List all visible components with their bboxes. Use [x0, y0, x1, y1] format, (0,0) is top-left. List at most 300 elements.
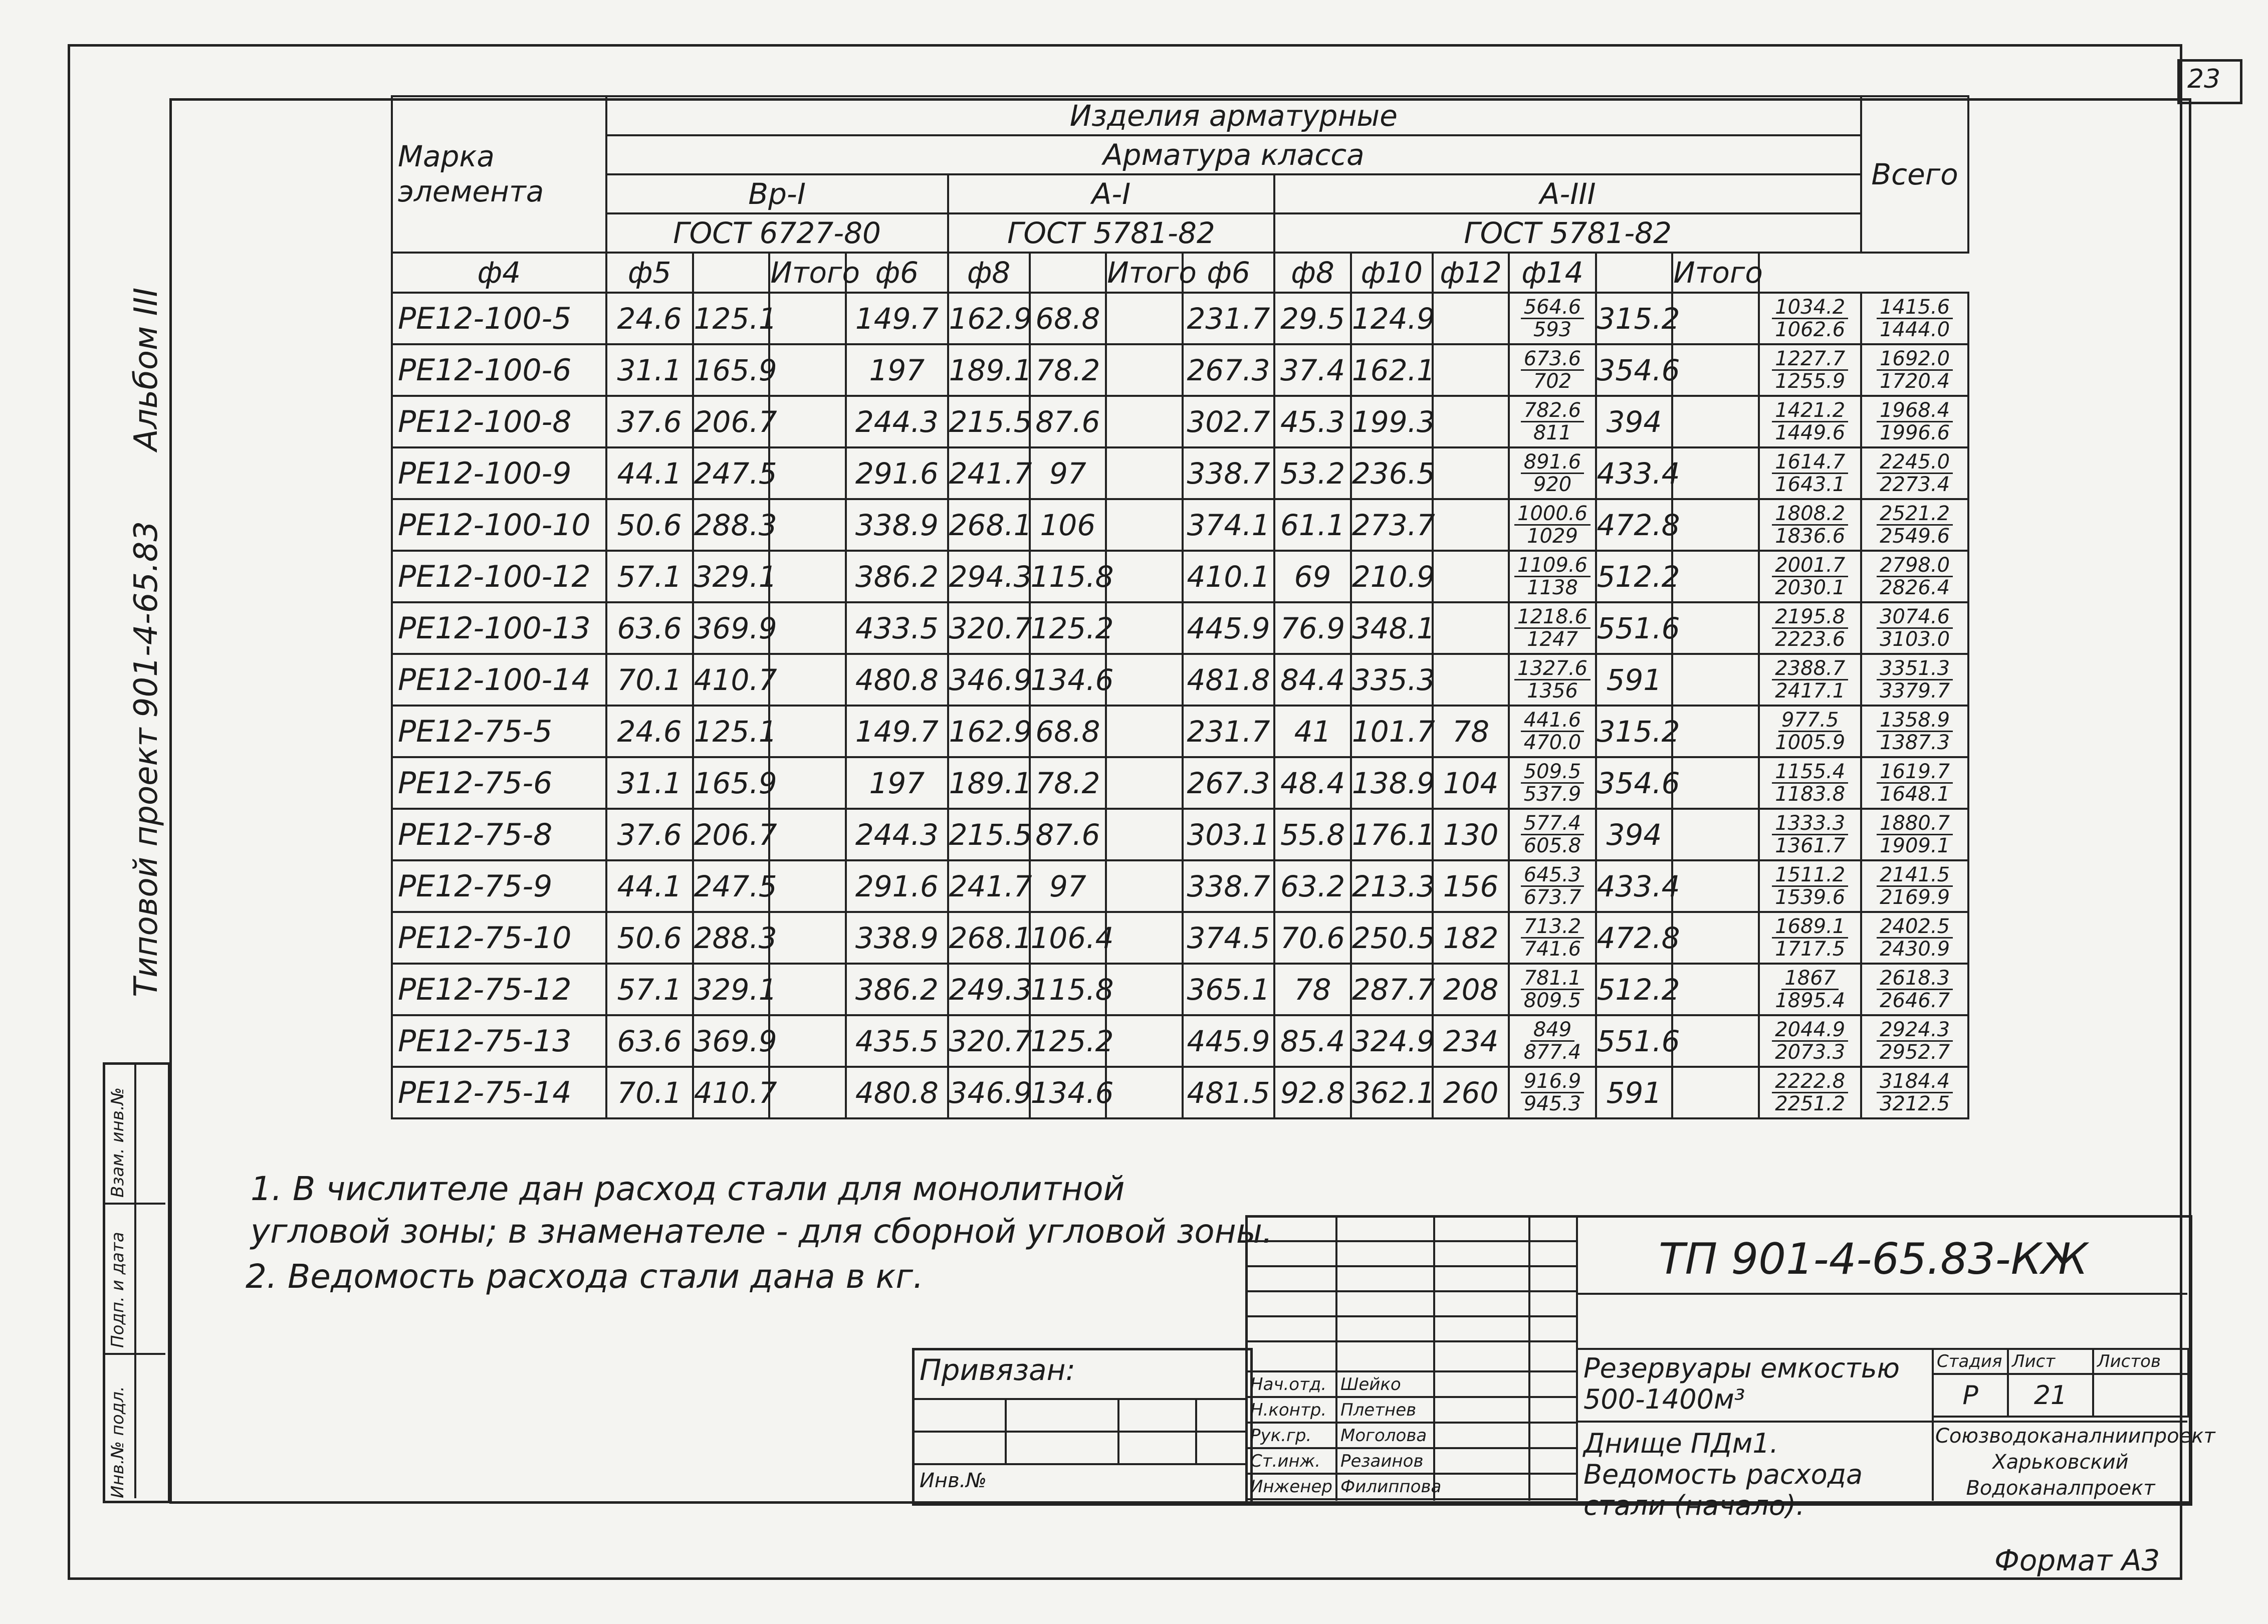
row-mark: PE12-100-6 — [392, 344, 606, 396]
fraction-cell — [1509, 654, 1596, 706]
col-header: ф8 — [1274, 253, 1351, 293]
value-cell: 104 — [1433, 757, 1509, 809]
denominator: 809.5 — [1523, 989, 1581, 1012]
signature — [1434, 1423, 1529, 1448]
numerator: 1109.6 — [1514, 555, 1591, 577]
row-mark: PE12-75-12 — [392, 964, 606, 1015]
fraction-cell — [1759, 499, 1861, 551]
value-cell — [1672, 1015, 1759, 1067]
value-cell — [769, 706, 846, 757]
value-cell: 149.7 — [846, 293, 948, 344]
numerator: 564.6 — [1521, 297, 1584, 319]
table-row — [392, 602, 1968, 654]
numerator: 1227.7 — [1772, 348, 1848, 371]
value-cell: 291.6 — [846, 860, 948, 912]
value-cell: 85.4 — [1274, 1015, 1351, 1067]
value-cell — [1106, 860, 1183, 912]
numerator: 1968.4 — [1877, 400, 1953, 422]
denominator: 2030.1 — [1775, 576, 1846, 599]
fraction-cell — [1861, 860, 1968, 912]
group-gost-1: ГОСТ 5781-82 — [948, 213, 1275, 253]
value-cell: 37.6 — [606, 396, 693, 447]
fraction-cell — [1759, 344, 1861, 396]
denominator: 2417.1 — [1775, 679, 1846, 703]
value-cell: 338.9 — [846, 499, 948, 551]
numerator: 1034.2 — [1772, 297, 1848, 319]
denominator: 1444.0 — [1880, 318, 1950, 341]
numerator: 1619.7 — [1877, 761, 1953, 784]
value-cell: 288.3 — [693, 912, 770, 964]
value-cell: 24.6 — [606, 293, 693, 344]
bound-label: Привязан: — [920, 1353, 1076, 1387]
value-cell: 247.5 — [693, 860, 770, 912]
note-1: 1. В числителе дан расход стали для монолитной — [251, 1170, 1125, 1208]
group-gost-0: ГОСТ 6727-80 — [606, 213, 948, 253]
value-cell: 101.7 — [1351, 706, 1433, 757]
row-mark: PE12-100-13 — [392, 602, 606, 654]
value-cell: 512.2 — [1596, 964, 1673, 1015]
group-gost-2: ГОСТ 5781-82 — [1274, 213, 1861, 253]
value-cell — [1672, 860, 1759, 912]
value-cell: 24.6 — [606, 706, 693, 757]
value-cell — [1672, 809, 1759, 860]
sheets-total-value — [2093, 1374, 2188, 1417]
signature — [1434, 1474, 1529, 1499]
numerator: 713.2 — [1521, 916, 1584, 939]
col-header: ф12 — [1433, 253, 1509, 293]
row-mark: PE12-75-6 — [392, 757, 606, 809]
value-cell: 63.6 — [606, 602, 693, 654]
group-name-2: А-III — [1274, 174, 1861, 213]
table-row — [392, 964, 1968, 1015]
fraction-cell — [1759, 1067, 1861, 1118]
fraction-cell — [1509, 447, 1596, 499]
row-mark: PE12-75-9 — [392, 860, 606, 912]
denominator: 2169.9 — [1880, 886, 1950, 909]
row-mark: PE12-75-10 — [392, 912, 606, 964]
numerator: 1000.6 — [1514, 503, 1591, 526]
value-cell: 215.5 — [948, 396, 1030, 447]
value-cell: 335.3 — [1351, 654, 1433, 706]
denominator: 673.7 — [1523, 886, 1581, 909]
numerator: 2618.3 — [1877, 968, 1953, 990]
value-cell — [1106, 757, 1183, 809]
value-cell: 78 — [1433, 706, 1509, 757]
value-cell — [769, 396, 846, 447]
date — [1529, 1448, 1577, 1474]
value-cell — [1672, 912, 1759, 964]
value-cell — [769, 602, 846, 654]
value-cell — [1433, 447, 1509, 499]
value-cell — [1106, 964, 1183, 1015]
value-cell: 115.8 — [1030, 551, 1106, 602]
fraction-cell — [1759, 396, 1861, 447]
value-cell: 206.7 — [693, 396, 770, 447]
value-cell: 70.6 — [1274, 912, 1351, 964]
signature-row — [1246, 1397, 1577, 1423]
value-cell: 410.1 — [1183, 551, 1274, 602]
value-cell: 189.1 — [948, 757, 1030, 809]
numerator: 977.5 — [1778, 710, 1842, 732]
value-cell: 354.6 — [1596, 344, 1673, 396]
numerator: 1415.6 — [1877, 297, 1953, 319]
denominator: 741.6 — [1523, 938, 1581, 961]
value-cell: 61.1 — [1274, 499, 1351, 551]
group-name-1: А-I — [948, 174, 1275, 213]
value-cell: 138.9 — [1351, 757, 1433, 809]
numerator: 1614.7 — [1772, 451, 1848, 474]
numerator: 509.5 — [1521, 761, 1584, 784]
value-cell — [1672, 964, 1759, 1015]
col-header: Итого — [769, 253, 846, 293]
date — [1529, 1423, 1577, 1448]
value-cell: 249.3 — [948, 964, 1030, 1015]
value-cell: 206.7 — [693, 809, 770, 860]
numerator: 1218.6 — [1514, 606, 1591, 629]
denominator: 1361.7 — [1775, 834, 1846, 857]
table-row — [392, 809, 1968, 860]
value-cell: 260 — [1433, 1067, 1509, 1118]
denominator: 1449.6 — [1775, 421, 1846, 444]
fraction-cell — [1861, 499, 1968, 551]
numerator: 2141.5 — [1877, 864, 1953, 887]
value-cell: 480.8 — [846, 1067, 948, 1118]
value-cell: 386.2 — [846, 964, 948, 1015]
fraction-cell — [1759, 706, 1861, 757]
value-cell: 410.7 — [693, 654, 770, 706]
col-header — [1030, 253, 1106, 293]
value-cell: 125.1 — [693, 706, 770, 757]
col-header: ф6 — [846, 253, 948, 293]
fraction-cell — [1759, 860, 1861, 912]
value-cell: 162.1 — [1351, 344, 1433, 396]
numerator: 782.6 — [1521, 400, 1584, 422]
numerator: 1808.2 — [1772, 503, 1848, 526]
fraction-cell — [1509, 396, 1596, 447]
row-mark: PE12-75-8 — [392, 809, 606, 860]
fraction-cell — [1509, 602, 1596, 654]
numerator: 2245.0 — [1877, 451, 1953, 474]
value-cell — [769, 499, 846, 551]
value-cell: 445.9 — [1183, 602, 1274, 654]
album-label: Альбом III — [128, 287, 165, 451]
value-cell: 106 — [1030, 499, 1106, 551]
row-mark: PE12-100-10 — [392, 499, 606, 551]
numerator: 2044.9 — [1772, 1019, 1848, 1042]
denominator: 1895.4 — [1775, 989, 1846, 1012]
value-cell — [1433, 602, 1509, 654]
value-cell — [769, 860, 846, 912]
table-row — [392, 344, 1968, 396]
value-cell: 268.1 — [948, 499, 1030, 551]
fraction-cell — [1861, 447, 1968, 499]
value-cell: 84.4 — [1274, 654, 1351, 706]
table-row — [392, 912, 1968, 964]
denominator: 2549.6 — [1880, 525, 1950, 548]
table-row — [392, 551, 1968, 602]
value-cell: 134.6 — [1030, 654, 1106, 706]
fraction-cell — [1509, 809, 1596, 860]
value-cell — [1672, 706, 1759, 757]
row-mark: PE12-100-9 — [392, 447, 606, 499]
denominator: 3103.0 — [1880, 628, 1950, 651]
fraction-cell — [1861, 1015, 1968, 1067]
value-cell: 394 — [1596, 809, 1673, 860]
table-row — [392, 654, 1968, 706]
denominator: 1996.6 — [1880, 421, 1950, 444]
value-cell: 236.5 — [1351, 447, 1433, 499]
fraction-cell — [1759, 293, 1861, 344]
fraction-cell — [1509, 1015, 1596, 1067]
value-cell — [769, 1015, 846, 1067]
value-cell: 362.1 — [1351, 1067, 1433, 1118]
value-cell: 57.1 — [606, 551, 693, 602]
value-cell: 410.7 — [693, 1067, 770, 1118]
fraction-cell — [1861, 344, 1968, 396]
numerator: 1358.9 — [1877, 710, 1953, 732]
row-mark: PE12-100-14 — [392, 654, 606, 706]
numerator: 1155.4 — [1772, 761, 1848, 784]
row-mark: PE12-75-14 — [392, 1067, 606, 1118]
stage-value: Р — [1933, 1374, 2008, 1417]
fraction-cell — [1759, 809, 1861, 860]
value-cell: 267.3 — [1183, 757, 1274, 809]
value-cell: 55.8 — [1274, 809, 1351, 860]
note-2: 2. Ведомость расхода стали дана в кг. — [246, 1257, 924, 1296]
value-cell: 63.6 — [606, 1015, 693, 1067]
value-cell: 125.2 — [1030, 1015, 1106, 1067]
group-name-0: Вр-I — [606, 174, 948, 213]
denominator: 2073.3 — [1775, 1041, 1846, 1064]
denominator: 1062.6 — [1775, 318, 1846, 341]
value-cell — [1433, 499, 1509, 551]
fraction-cell — [1861, 964, 1968, 1015]
value-cell: 70.1 — [606, 1067, 693, 1118]
value-cell: 182 — [1433, 912, 1509, 964]
fraction-cell — [1509, 344, 1596, 396]
value-cell: 115.8 — [1030, 964, 1106, 1015]
value-cell — [769, 293, 846, 344]
value-cell — [1106, 654, 1183, 706]
value-cell: 162.9 — [948, 293, 1030, 344]
value-cell: 354.6 — [1596, 757, 1673, 809]
fraction-cell — [1759, 912, 1861, 964]
value-cell — [1672, 551, 1759, 602]
value-cell: 44.1 — [606, 447, 693, 499]
numerator: 1327.6 — [1514, 658, 1591, 680]
col-header — [1596, 253, 1673, 293]
denominator: 1356 — [1527, 679, 1578, 703]
col-header: ф8 — [948, 253, 1030, 293]
denominator: 2646.7 — [1880, 989, 1950, 1012]
value-cell: 241.7 — [948, 860, 1030, 912]
fraction-cell — [1509, 757, 1596, 809]
fraction-cell — [1759, 447, 1861, 499]
numerator: 1692.0 — [1877, 348, 1953, 371]
table-row — [392, 860, 1968, 912]
sheets-label: Листов — [2093, 1349, 2188, 1374]
fraction-cell — [1509, 912, 1596, 964]
fraction-cell — [1759, 654, 1861, 706]
value-cell — [1106, 447, 1183, 499]
signature-row — [1246, 1423, 1577, 1448]
value-cell: 76.9 — [1274, 602, 1351, 654]
value-cell: 329.1 — [693, 551, 770, 602]
denominator: 1836.6 — [1775, 525, 1846, 548]
denominator: 2430.9 — [1880, 938, 1950, 961]
value-cell: 315.2 — [1596, 293, 1673, 344]
denominator: 1138 — [1527, 576, 1578, 599]
denominator: 593 — [1533, 318, 1572, 341]
value-cell — [1672, 757, 1759, 809]
value-cell: 244.3 — [846, 809, 948, 860]
value-cell: 53.2 — [1274, 447, 1351, 499]
fraction-cell — [1509, 964, 1596, 1015]
value-cell: 124.9 — [1351, 293, 1433, 344]
denominator: 920 — [1533, 473, 1572, 496]
fraction-cell — [1759, 1015, 1861, 1067]
value-cell: 87.6 — [1030, 809, 1106, 860]
value-cell: 288.3 — [693, 499, 770, 551]
denominator: 2826.4 — [1880, 576, 1950, 599]
col-header — [693, 253, 770, 293]
value-cell: 433.5 — [846, 602, 948, 654]
col-header: Итого — [1106, 253, 1183, 293]
value-cell — [769, 757, 846, 809]
value-cell — [1106, 912, 1183, 964]
value-cell — [1433, 551, 1509, 602]
denominator: 1539.6 — [1775, 886, 1846, 909]
value-cell: 97 — [1030, 860, 1106, 912]
numerator: 673.6 — [1521, 348, 1584, 371]
numerator: 441.6 — [1521, 710, 1584, 732]
denominator: 1387.3 — [1880, 731, 1950, 754]
numerator: 916.9 — [1521, 1071, 1584, 1093]
denominator: 1247 — [1527, 628, 1578, 651]
value-cell: 215.5 — [948, 809, 1030, 860]
date — [1529, 1474, 1577, 1499]
denominator: 605.8 — [1523, 834, 1581, 857]
side-stamp-replace: Взам. инв.№ — [108, 1087, 128, 1198]
header-class: Арматура класса — [606, 135, 1862, 174]
col-header: ф14 — [1509, 253, 1596, 293]
value-cell: 41 — [1274, 706, 1351, 757]
fraction-cell — [1759, 757, 1861, 809]
col-header: Итого — [1672, 253, 1759, 293]
value-cell: 149.7 — [846, 706, 948, 757]
numerator: 1333.3 — [1772, 813, 1848, 835]
fraction-cell — [1509, 706, 1596, 757]
steel-spec-table — [391, 95, 1969, 1119]
value-cell: 303.1 — [1183, 809, 1274, 860]
value-cell: 37.4 — [1274, 344, 1351, 396]
numerator: 3351.3 — [1877, 658, 1953, 680]
value-cell — [1433, 344, 1509, 396]
value-cell: 374.5 — [1183, 912, 1274, 964]
fraction-cell — [1861, 396, 1968, 447]
row-mark: PE12-100-5 — [392, 293, 606, 344]
value-cell: 315.2 — [1596, 706, 1673, 757]
value-cell — [1672, 293, 1759, 344]
signature — [1434, 1448, 1529, 1474]
col-header: ф5 — [606, 253, 693, 293]
row-mark: PE12-100-8 — [392, 396, 606, 447]
value-cell: 338.9 — [846, 912, 948, 964]
sheet-label: Лист — [2008, 1349, 2093, 1374]
fraction-cell — [1861, 706, 1968, 757]
value-cell: 512.2 — [1596, 551, 1673, 602]
value-cell: 472.8 — [1596, 912, 1673, 964]
value-cell: 189.1 — [948, 344, 1030, 396]
value-cell — [769, 1067, 846, 1118]
numerator: 2402.5 — [1877, 916, 1953, 939]
col-header: ф6 — [1183, 253, 1274, 293]
value-cell: 435.5 — [846, 1015, 948, 1067]
value-cell: 250.5 — [1351, 912, 1433, 964]
denominator: 877.4 — [1523, 1041, 1581, 1064]
value-cell — [1106, 809, 1183, 860]
value-cell — [769, 447, 846, 499]
value-cell — [1672, 447, 1759, 499]
value-cell: 386.2 — [846, 551, 948, 602]
value-cell — [1672, 499, 1759, 551]
value-cell: 37.6 — [606, 809, 693, 860]
fraction-cell — [1861, 809, 1968, 860]
value-cell — [1672, 1067, 1759, 1118]
value-cell: 165.9 — [693, 344, 770, 396]
fraction-cell — [1759, 964, 1861, 1015]
header-total: Всего — [1861, 96, 1968, 253]
numerator: 891.6 — [1521, 451, 1584, 474]
value-cell: 210.9 — [1351, 551, 1433, 602]
value-cell: 29.5 — [1274, 293, 1351, 344]
value-cell: 231.7 — [1183, 706, 1274, 757]
value-cell: 591 — [1596, 654, 1673, 706]
date — [1529, 1371, 1577, 1397]
value-cell: 268.1 — [948, 912, 1030, 964]
col-header: ф10 — [1351, 253, 1433, 293]
fraction-cell — [1509, 293, 1596, 344]
value-cell: 78.2 — [1030, 344, 1106, 396]
denominator: 1183.8 — [1775, 783, 1846, 806]
fraction-cell — [1861, 654, 1968, 706]
table-row — [392, 1015, 1968, 1067]
numerator: 781.1 — [1521, 968, 1584, 990]
value-cell: 45.3 — [1274, 396, 1351, 447]
col-header: ф4 — [392, 253, 606, 293]
value-cell: 346.9 — [948, 1067, 1030, 1118]
value-cell — [1433, 654, 1509, 706]
value-cell: 68.8 — [1030, 706, 1106, 757]
value-cell — [1672, 344, 1759, 396]
row-mark: PE12-100-12 — [392, 551, 606, 602]
value-cell: 234 — [1433, 1015, 1509, 1067]
person-name: Шейко — [1336, 1371, 1434, 1397]
role: Ст.инж. — [1246, 1448, 1336, 1474]
value-cell: 87.6 — [1030, 396, 1106, 447]
value-cell: 348.1 — [1351, 602, 1433, 654]
value-cell — [769, 809, 846, 860]
value-cell — [1433, 396, 1509, 447]
person-name: Плетнев — [1336, 1397, 1434, 1423]
date — [1529, 1397, 1577, 1423]
value-cell: 267.3 — [1183, 344, 1274, 396]
value-cell: 130 — [1433, 809, 1509, 860]
note-1-cont: угловой зоны; в знаменателе - для сборной угловой зоны. — [251, 1212, 1273, 1251]
numerator: 2222.8 — [1772, 1071, 1848, 1093]
value-cell: 320.7 — [948, 1015, 1030, 1067]
organization: Союзводоканалниипроект Харьковский Водоканалпроект — [1935, 1425, 2215, 1500]
